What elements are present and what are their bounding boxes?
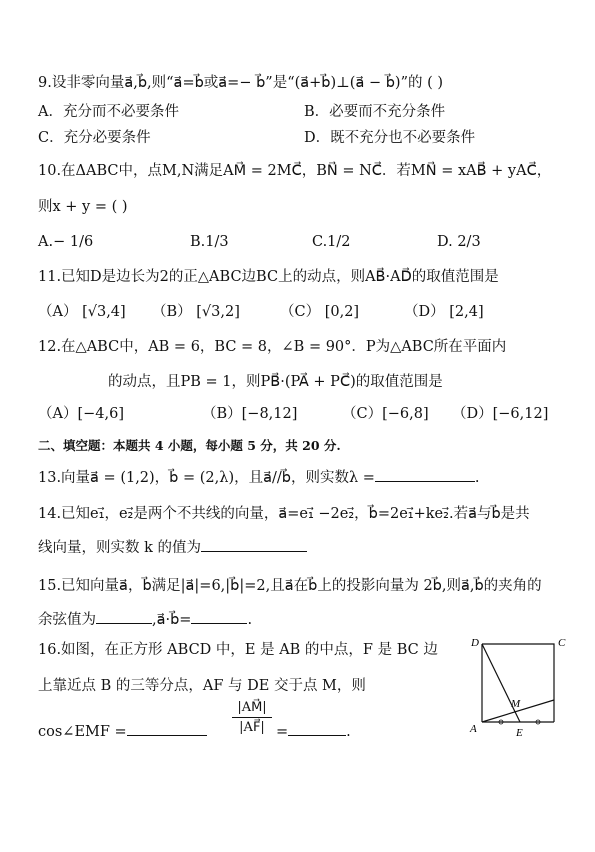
q15-line2b: ,a⃗·b⃗= xyxy=(152,612,192,628)
q13-tail: . xyxy=(474,470,480,486)
q12-option-c: （C）[−6,8] xyxy=(342,406,429,422)
q10-option-c: C.1/2 xyxy=(312,234,351,250)
q11-option-a: （A） [√3,4] xyxy=(38,304,126,320)
q16-line1: 16.如图，在正方形 ABCD 中，E 是 AB 的中点，F 是 BC 边 xyxy=(38,642,438,658)
q16-tail: . xyxy=(346,724,351,740)
q9-option-a: A．充分而不必要条件 xyxy=(38,104,179,120)
label-d: D xyxy=(471,637,479,649)
q16-fraction xyxy=(232,700,272,735)
q10-stem: 10.在ΔABC中，点M,N满足AM⃗ = 2MC⃗，BN⃗ = NC⃗．若MN⃗ = xAB⃗ + yAC⃗， xyxy=(38,163,552,179)
q12-stem: 12.在△ABC中，AB = 6，BC = 8，∠B = 90°．P为△ABC所在平面内 xyxy=(38,339,507,355)
q11-option-d: （D） [2,4] xyxy=(404,304,484,320)
q16-ratio-eq: = xyxy=(276,724,289,740)
q14-answer-blank[interactable] xyxy=(201,537,307,552)
label-a: A xyxy=(470,723,477,735)
q15-line2-row xyxy=(38,609,252,629)
q13-stem: 13.向量a⃗ = (1,2)，b⃗ = (2,λ)，且a⃗//b⃗，则实数λ = xyxy=(38,470,375,486)
q10-option-a: A.− 1/6 xyxy=(38,234,94,250)
q14-line1: 14.已知e₁⃗，e₂⃗是两个不共线的向量，a⃗=e₁⃗ −2e₂⃗，b⃗=2e₁⃗+ke₂⃗.若a⃗与b⃗是共 xyxy=(38,506,530,522)
square-top-right-edges xyxy=(482,644,554,722)
q14-line2: 线向量，则实数 k 的值为 xyxy=(38,540,202,556)
q16-fraction-numerator: |AM⃗| xyxy=(232,700,272,718)
q11-option-c: （C） [0,2] xyxy=(280,304,360,320)
q15-dot-blank[interactable] xyxy=(191,609,247,624)
q16-fraction-denominator: |AF⃗| xyxy=(239,720,265,735)
q16-cos-blank[interactable] xyxy=(127,721,207,736)
label-c: C xyxy=(558,637,566,649)
q9-option-d: D．既不充分也不必要条件 xyxy=(304,130,476,146)
q15-cosine-blank[interactable] xyxy=(96,609,152,624)
q13-answer-blank[interactable] xyxy=(375,467,475,482)
q15-line1: 15.已知向量a⃗，b⃗满足|a⃗|=6,|b⃗|=2,且a⃗在b⃗上的投影向量为 2b⃗,则a⃗,b⃗的夹角的 xyxy=(38,578,542,594)
q10-ask: 则x + y = ( ) xyxy=(38,199,128,215)
q15-line2a: 余弦值为 xyxy=(38,612,96,628)
q16-ratio-row xyxy=(276,721,351,741)
q13-line xyxy=(38,467,480,487)
q9-option-c: C．充分必要条件 xyxy=(38,130,151,146)
label-m: M xyxy=(511,698,521,710)
q11-option-b: （B） [√3,2] xyxy=(152,304,240,320)
q9-option-b: B．必要而不充分条件 xyxy=(304,104,446,120)
q12-option-d: （D）[−6,12] xyxy=(452,406,549,422)
q12-line2: 的动点，且PB = 1，则PB⃗·(PA⃗ + PC⃗)的取值范围是 xyxy=(108,374,443,390)
q12-option-b: （B）[−8,12] xyxy=(202,406,298,422)
q16-ratio-blank[interactable] xyxy=(288,721,346,736)
q10-option-b: B.1/3 xyxy=(190,234,229,250)
q15-line2c: . xyxy=(247,612,253,628)
q9-stem: 9.设非零向量a⃗,b⃗,则“a⃗=b⃗或a⃗=− b⃗”是“(a⃗+b⃗)⊥(a⃗ − b⃗)”的 ( ) xyxy=(38,75,444,91)
square-figure xyxy=(468,636,572,742)
label-e: E xyxy=(516,727,523,739)
q11-stem: 11.已知D是边长为2的正△ABC边BC上的动点，则AB⃗·AD⃗的取值范围是 xyxy=(38,269,499,285)
q14-line2-row xyxy=(38,537,307,557)
q10-option-d: D. 2/3 xyxy=(437,234,481,250)
q16-cos-label: cos∠EMF = xyxy=(38,724,127,740)
q16-line2: 上靠近点 B 的三等分点，AF 与 DE 交于点 M，则 xyxy=(38,678,366,694)
q16-line3 xyxy=(38,721,207,741)
section-title: 二、填空题：本题共 4 小题，每小题 5 分，共 20 分. xyxy=(38,438,341,453)
q12-option-a: （A）[−4,6] xyxy=(38,406,124,422)
segment-de xyxy=(482,644,520,722)
